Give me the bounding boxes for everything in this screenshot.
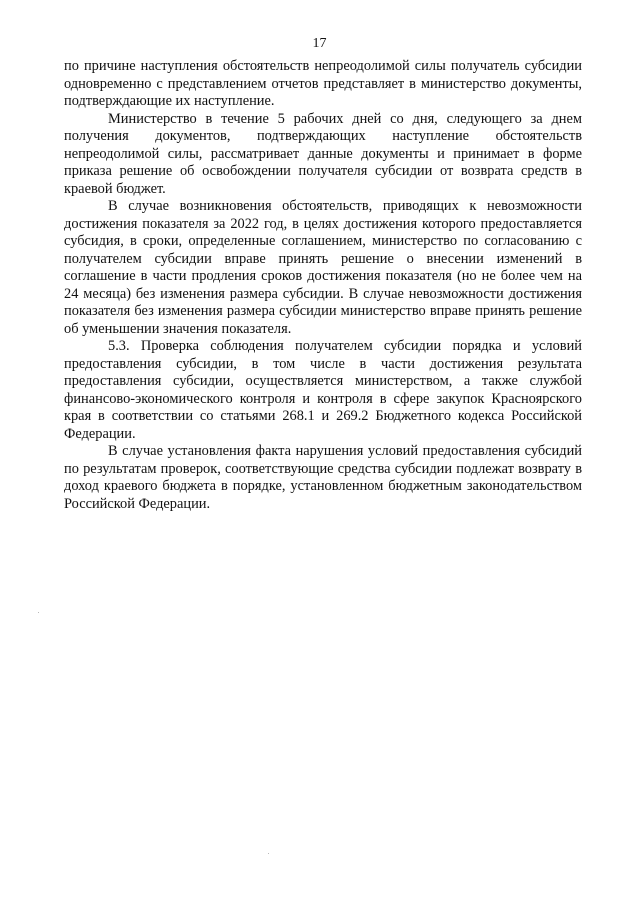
scan-speck [38,612,39,613]
paragraph-subsidy-return: В случае установления факта нарушения условий предоставления субсидий по результатам проверок, соответствующие средства субсидии подлежат возврату в доход краевого бюджета в порядке, установленном бюджетным законодательством Российской Федерации. [64,443,582,512]
paragraph-ministry-review: Министерство в течение 5 рабочих дней со дня, следующего за днем получения документов, подтверждающих наступление обстоятельств непреодолимой силы, рассматривает данные документы и принимает в форме приказа решение об освобождении получателя субсидии от возврата средств в краевой бюджет. [64,110,582,197]
paragraph-indicator-change: В случае возникновения обстоятельств, приводящих к невозможности достижения показателя за 2022 год, в целях достижения которого предоставляется субсидия, в сроки, определенные соглашением, министерство по согласованию с получателем субсидии вправе принять решение о внесении изменений в соглашение в части продления сроков достижения показателя (но не более чем на 24 месяца) без изменения размера субсидии. В случае невозможности достижения показателя без изменения размера субсидии министерство вправе принять решение об уменьшении значения показателя. [64,198,582,337]
paragraph-continuation: по причине наступления обстоятельств непреодолимой силы получатель субсидии одновременно с представлением отчетов представляет в министерство документы, подтверждающие их наступление. [64,58,582,109]
paragraph-5-3-inspection: 5.3. Проверка соблюдения получателем субсидии порядка и условий предоставления субсидии, в том числе в части достижения результата предоставления субсидии, осуществляется министерством, а также службой финансово-экономического контроля и контроля в сфере закупок Красноярского края в соответствии со статьями 268.1 и 269.2 Бюджетного кодекса Российской Федерации. [64,338,582,442]
page-number: 17 [312,36,327,51]
document-body [64,58,582,513]
scan-speck [268,853,269,854]
